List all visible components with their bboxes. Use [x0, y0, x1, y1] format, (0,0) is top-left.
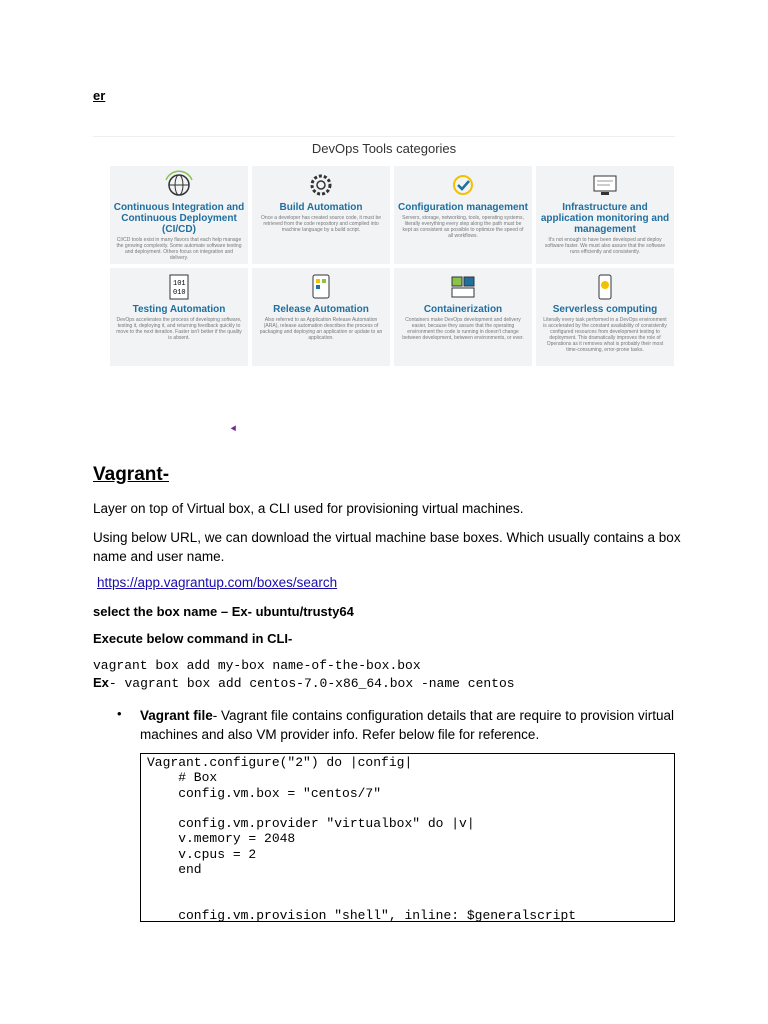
category-desc: Servers, storage, networking, tools, operating systems, literally everything every step along the path must be kept as consistent as possible to optimize the speed of all workflows. — [402, 215, 524, 239]
select-box-line — [93, 604, 354, 619]
url-paragraph: Using below URL, we can download the virtual machine base boxes. Which usually contains a box name and user name. — [93, 530, 681, 564]
phone-icon — [588, 272, 622, 302]
category-containers — [393, 267, 533, 367]
vagrantfile-code-box — [140, 753, 675, 922]
partial-link[interactable]: er — [93, 88, 106, 103]
category-desc: Also referred to as Application Release Automation (ARA), release automation describes the process of packaging and deploying an application or update to an application. — [259, 317, 383, 341]
select-example: Ex- ubuntu/trusty64 — [231, 604, 354, 619]
category-desc: Containers make DevOps development and delivery easier, because they assure that the operating environment the code is running in doesn't change between development, between environments, or ever. — [402, 317, 524, 341]
execute-line: Execute below command in CLI- — [93, 631, 293, 646]
select-prefix: select the box name – — [93, 604, 232, 619]
check-circle-icon — [446, 170, 480, 200]
bullet-title: Vagrant file — [140, 708, 213, 723]
category-monitoring — [535, 165, 675, 265]
category-build — [251, 165, 391, 265]
gear-icon — [304, 170, 338, 200]
monitor-icon — [588, 170, 622, 200]
category-title: Continuous Integration and Continuous Deployment (CI/CD) — [113, 202, 245, 235]
category-testing — [109, 267, 249, 367]
category-desc: CI/CD tools exist in many flavors that each help manage the growing complexity. Some automate software testing and deployment. Others focus on integration and delivery. — [116, 237, 242, 261]
tablet-touch-icon — [304, 272, 338, 302]
figure-title: DevOps Tools categories — [311, 141, 457, 156]
category-title: Release Automation — [273, 304, 369, 315]
intro-paragraph: Layer on top of Virtual box, a CLI used for provisioning virtual machines. — [93, 501, 524, 516]
vagrant-boxes-link[interactable]: https://app.vagrantup.com/boxes/search — [97, 575, 338, 590]
mouse-pointer-icon — [231, 425, 239, 432]
svg-text:010: 010 — [173, 289, 186, 297]
command-ex-label: Ex — [93, 675, 109, 690]
vagrant-file-bullet — [140, 706, 680, 744]
category-config — [393, 165, 533, 265]
bullet-body: - Vagrant file contains configuration details that are require to provision virtual machines and also VM provider info. Refer below file for reference. — [140, 708, 675, 742]
globe-icon — [162, 170, 196, 200]
command-line-1: vagrant box add my-box name-of-the-box.box — [93, 658, 421, 673]
category-title: Infrastructure and application monitoring and management — [540, 202, 670, 235]
category-desc: Literally every task performed in a DevOps environment is accelerated by the constant availability of consistently configured resources from development testing to deployment. This dramatically improves the role of Operations as it removes what is probably their most time-consuming, error-prone tasks. — [543, 317, 667, 353]
vagrantfile-code: Vagrant.configure("2") do |config| # Box config.vm.box = "centos/7" config.vm.provider "virtualbox" do |v| v.memory = 2048 v.cpus = 2 end config.vm.provision "shell", inline: $generalscript — [147, 755, 577, 923]
category-title: Containerization — [423, 304, 503, 315]
category-serverless — [535, 267, 675, 367]
category-title: Configuration management — [397, 202, 528, 213]
devops-tools-figure — [93, 136, 675, 369]
command-text: - vagrant box add centos-7.0-x86_64.box -name centos — [108, 676, 515, 691]
category-cicd — [109, 165, 249, 265]
category-title: Testing Automation — [132, 304, 226, 315]
command-line-2 — [93, 674, 515, 692]
svg-text:101: 101 — [173, 280, 186, 288]
category-title: Build Automation — [279, 202, 363, 213]
category-desc: Once a developer has created source code, it must be retrieved from the code repository and compiled into machine language by a build script. — [260, 215, 382, 233]
category-grid — [109, 165, 675, 369]
binary-icon — [162, 272, 196, 302]
section-heading: Vagrant- — [93, 464, 170, 485]
category-release — [251, 267, 391, 367]
category-desc: It's not enough to have been developed and deploy software faster. We must also assure that the software runs efficiently and consistently. — [544, 237, 666, 255]
category-desc: DevOps accelerates the process of developing software, testing it, deploying it, and returning feedback quickly to move to the next iteration. Faster isn't better if the quality is absent. — [116, 317, 242, 341]
container-icon — [446, 272, 480, 302]
category-title: Serverless computing — [552, 304, 658, 315]
bullet-dot: • — [117, 706, 122, 721]
